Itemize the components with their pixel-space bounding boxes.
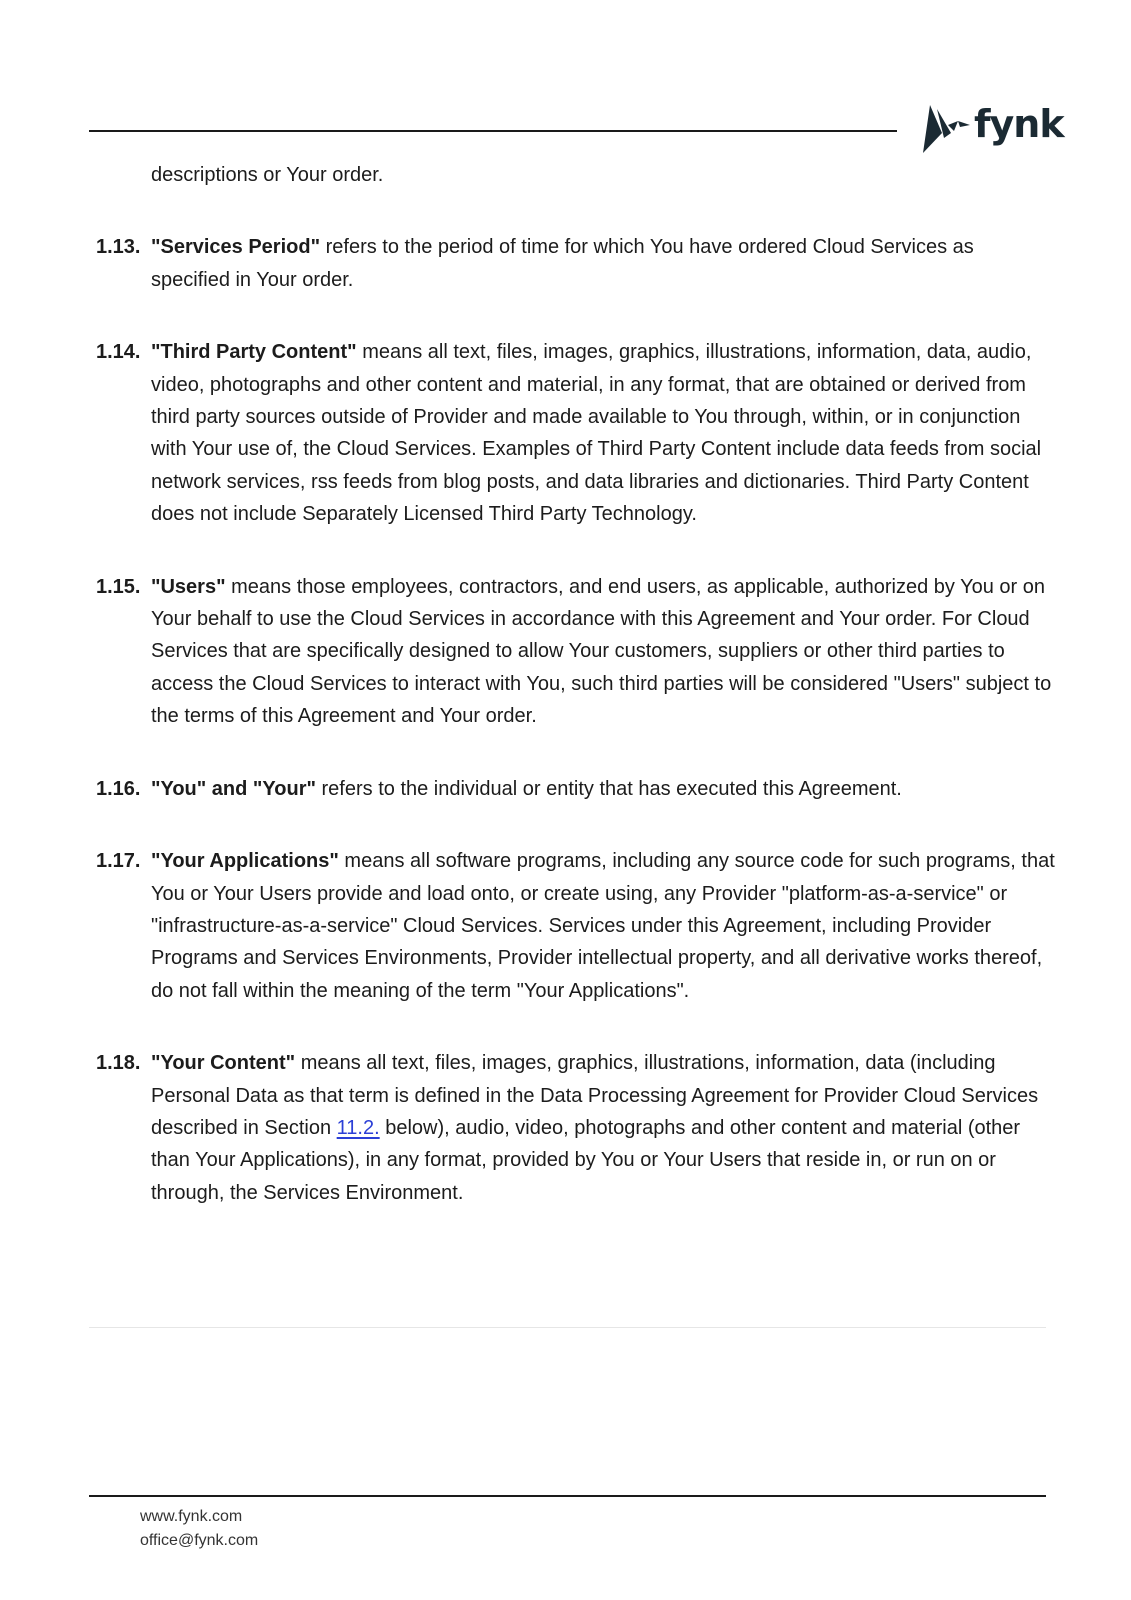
- content-divider: [89, 1327, 1046, 1328]
- clause-number: 1.17.: [96, 850, 141, 873]
- clause-number: 1.14.: [96, 341, 141, 364]
- clause-text: means all text, files, images, graphics, illustrations, information, data (including Personal Data as that term is defined in the Data Processing Agreement for Provider Cloud Services described in Section: [151, 1052, 1039, 1139]
- section-link[interactable]: 11.2.: [336, 1116, 380, 1139]
- clause-1-17: [96, 845, 1056, 1007]
- clause-text: below), audio, video, photographs and other content and material (other than Your Applications), in any format, provided by You or Your Users that reside in, or run on or through, the Services Environment.: [151, 1116, 1021, 1204]
- footer-website[interactable]: www.fynk.com: [140, 1508, 243, 1525]
- clause-1-13: [96, 231, 1056, 296]
- clause-text: means all software programs, including any source code for such programs, that You or Your Users provide and load onto, or create using, any Provider "platform-as-a-service" or "infrastructure-as-a-service" Cloud Services. Services under this Agreement, including Provider Programs and Services Environments, Provider intellectual property, and all derivative works thereof, do not fall within the meaning of the term "Your Applications".: [151, 850, 1055, 1002]
- header-rule: [89, 130, 897, 132]
- defined-term: "Your Applications": [151, 850, 339, 873]
- clause-1-14: [96, 336, 1056, 530]
- defined-term: "Third Party Content": [151, 341, 357, 364]
- continued-text: descriptions or Your order.: [151, 164, 384, 186]
- bird-icon: [920, 103, 974, 159]
- footer-rule: [89, 1495, 1046, 1497]
- footer-email[interactable]: office@fynk.com: [140, 1532, 259, 1549]
- clause-text: means those employees, contractors, and end users, as applicable, authorized by You or on Your behalf to use the Cloud Services in accordance with this Agreement and Your order. For Cloud Services that are specifically designed to allow Your customers, suppliers or other third parties to access the Cloud Services to interact with You, such third parties will be considered "Users" subject to the terms of this Agreement and Your order.: [151, 575, 1052, 728]
- clause-number: 1.13.: [96, 236, 141, 259]
- fynk-logo: [920, 102, 1064, 163]
- defined-term: "Services Period": [151, 236, 321, 259]
- defined-term: "You" and "Your": [151, 777, 316, 800]
- clause-text: means all text, files, images, graphics, illustrations, information, data, audio, video, photographs and other content and material, in any format, that are obtained or derived from third party sources outside of Provider and made available to You through, within, or in conjunction with Your use of, the Cloud Services. Examples of Third Party Content include data feeds from social network services, rss feeds from blog posts, and data libraries and dictionaries. Third Party Content does not include Separately Licensed Third Party Technology.: [151, 341, 1042, 526]
- brand-name: fynk: [974, 102, 1064, 146]
- defined-term: "Users": [151, 575, 226, 598]
- clause-1-16: [96, 773, 1056, 805]
- clause-number: 1.16.: [96, 777, 141, 800]
- document-body: [96, 159, 1056, 1249]
- clause-text: refers to the period of time for which You have ordered Cloud Services as specified in Your order.: [151, 236, 974, 291]
- clause-text: refers to the individual or entity that has executed this Agreement.: [315, 777, 902, 800]
- defined-term: "Your Content": [151, 1052, 296, 1075]
- clause-number: 1.15.: [96, 575, 141, 598]
- footer: [140, 1505, 258, 1553]
- clause-1-15: [96, 571, 1056, 733]
- clause-1-18: [96, 1047, 1056, 1209]
- clause-number: 1.18.: [96, 1052, 141, 1075]
